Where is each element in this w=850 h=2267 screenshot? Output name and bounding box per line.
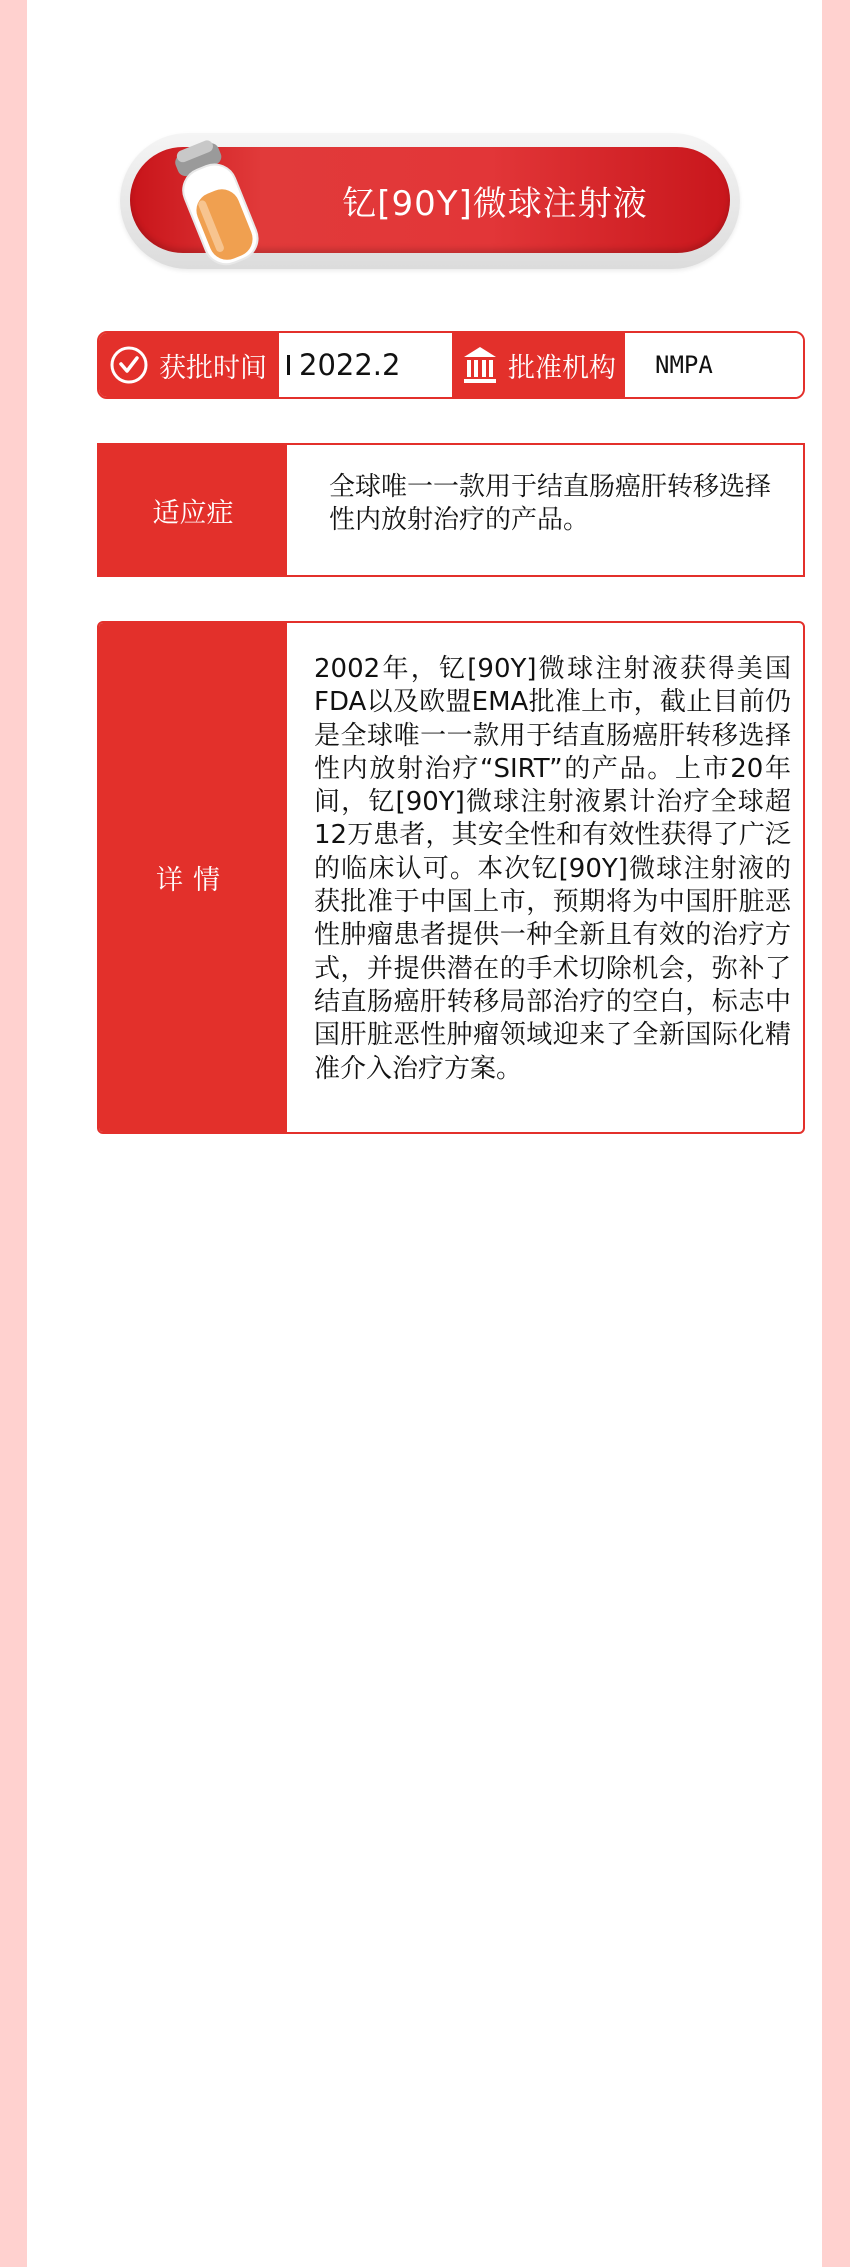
indication-box bbox=[97, 443, 805, 577]
title-banner bbox=[120, 133, 740, 269]
approval-time-cell bbox=[99, 333, 279, 397]
vial-icon bbox=[150, 131, 285, 281]
authority-label: 批准机构 bbox=[508, 352, 616, 384]
approval-time-value: 2022.2 bbox=[299, 348, 401, 382]
authority-value: NMPA bbox=[655, 351, 713, 379]
cursor-mark bbox=[287, 355, 290, 375]
approval-info-row bbox=[97, 331, 805, 399]
indication-label: 适应症 bbox=[99, 445, 287, 575]
page-panel bbox=[27, 0, 822, 2267]
clock-check-icon bbox=[109, 345, 149, 385]
institution-icon bbox=[462, 345, 498, 385]
page-title: 钇[90Y]微球注射液 bbox=[342, 183, 648, 224]
authority-value-cell bbox=[625, 333, 803, 397]
details-label: 详情 bbox=[99, 623, 287, 1132]
details-box bbox=[97, 621, 805, 1134]
approval-time-value-cell bbox=[279, 333, 452, 397]
approval-time-label: 获批时间 bbox=[159, 352, 267, 384]
indication-text: 全球唯一一款用于结直肠癌肝转移选择性内放射治疗的产品。 bbox=[329, 472, 772, 535]
authority-cell bbox=[452, 333, 625, 397]
details-text: 2002年，钇[90Y]微球注射液获得美国FDA以及欧盟EMA批准上市，截止目前仍是全球唯一一款用于结直肠癌肝转移选择性内放射治疗“SIRT”的产品。上市20年间，钇[90Y]微球注射液累计治疗全球超12万患者，其安全性和有效性获得了广泛的临床认可。本次钇[90Y]微球注射液的获批准于中国上市，预期将为中国肝脏恶性肿瘤患者提供一种全新且有效的治疗方式，并提供潜在的手术切除机会，弥补了结直肠癌肝转移局部治疗的空白，标志中国肝脏恶性肿瘤领域迎来了全新国际化精准介入治疗方案。 bbox=[314, 654, 791, 1084]
